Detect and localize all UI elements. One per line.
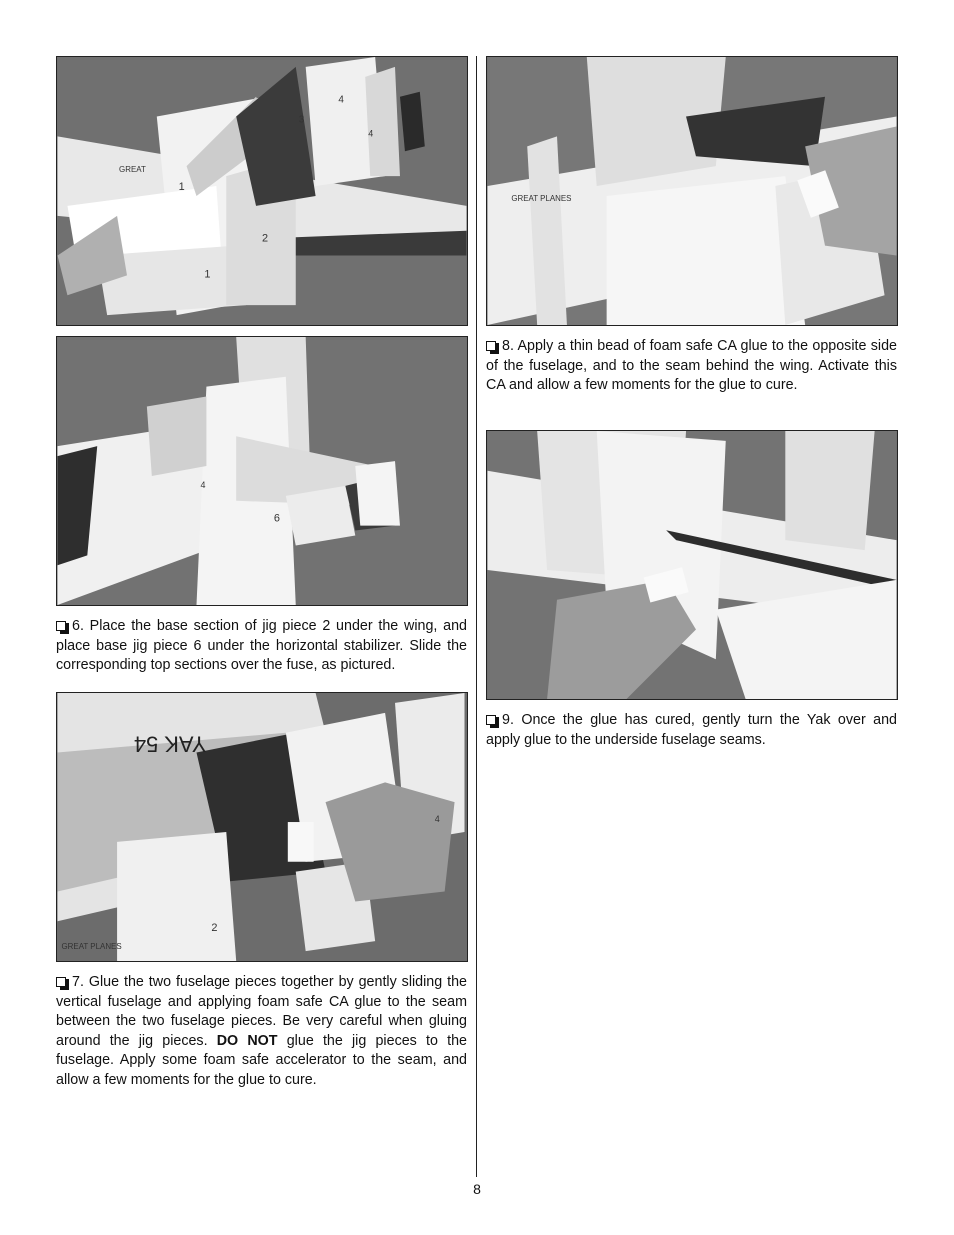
logo-text: YAK 54 (134, 731, 207, 757)
step-7-warning: DO NOT (216, 1032, 278, 1049)
jig-marking: 3 (298, 114, 305, 126)
jig-marking: 4 (434, 814, 440, 825)
photo-illustration (57, 57, 467, 325)
jig-marking: 4 (368, 128, 374, 139)
photo-base-jig-pieces (56, 336, 468, 606)
step-9-text (486, 711, 897, 750)
jig-marking: 2 (262, 232, 269, 245)
jig-marking: 4 (338, 94, 344, 106)
jig-marking: 1 (204, 268, 211, 281)
photo-seam-behind-wing (486, 430, 898, 700)
brand-text: GREAT PLANES (61, 942, 122, 952)
brand-text: GREAT (119, 165, 146, 175)
step-8-body: 8. Apply a thin bead of foam safe CA glue to the opposite side of the fuselage, and to the seam behind the wing. Activate this CA and allow a few moments for the glue to cure. (486, 338, 897, 393)
photo-illustration (57, 337, 467, 605)
jig-marking: 4 (200, 479, 206, 490)
photo-jig-pieces-1-4 (56, 56, 468, 326)
brand-text: GREAT PLANES (511, 193, 572, 203)
photo-illustration (487, 57, 897, 325)
jig-marking: 2 (211, 922, 218, 935)
checkbox-icon[interactable] (56, 621, 66, 631)
step-6-body: 6. Place the base section of jig piece 2 under the wing, and place base jig piece 6 under the horizontal stabilizer. Slide the corresponding top sections over the fuse, as pictured. (56, 618, 467, 673)
photo-gluing-fuselage (56, 692, 468, 962)
photo-illustration (57, 693, 467, 961)
checkbox-icon[interactable] (486, 715, 496, 725)
page-number: 8 (473, 1181, 481, 1197)
checkbox-icon[interactable] (56, 977, 66, 987)
step-8-text (486, 337, 897, 396)
jig-marking: 6 (273, 512, 280, 525)
step-9-body: 9. Once the glue has cured, gently turn the Yak over and apply glue to the underside fuselage seams. (486, 712, 897, 748)
step-6-text (56, 617, 467, 676)
step-7-body-a: 7. Glue the two fuselage pieces together by gently sliding the vertical fuselage and applying foam safe CA glue to the seam between the two fuselage pieces. Be very careful when gluing around the jig pieces. (56, 974, 467, 1049)
photo-illustration (487, 431, 897, 699)
photo-opposite-side-glue (486, 56, 898, 326)
step-7-body-b: glue the jig pieces to the fuselage. Apply some foam safe accelerator to the seam, and allow a few moments for the glue to cure. (56, 1032, 467, 1088)
step-7-text (56, 973, 467, 1090)
column-divider (476, 56, 477, 1177)
checkbox-icon[interactable] (486, 341, 496, 351)
jig-marking: 1 (178, 181, 185, 194)
